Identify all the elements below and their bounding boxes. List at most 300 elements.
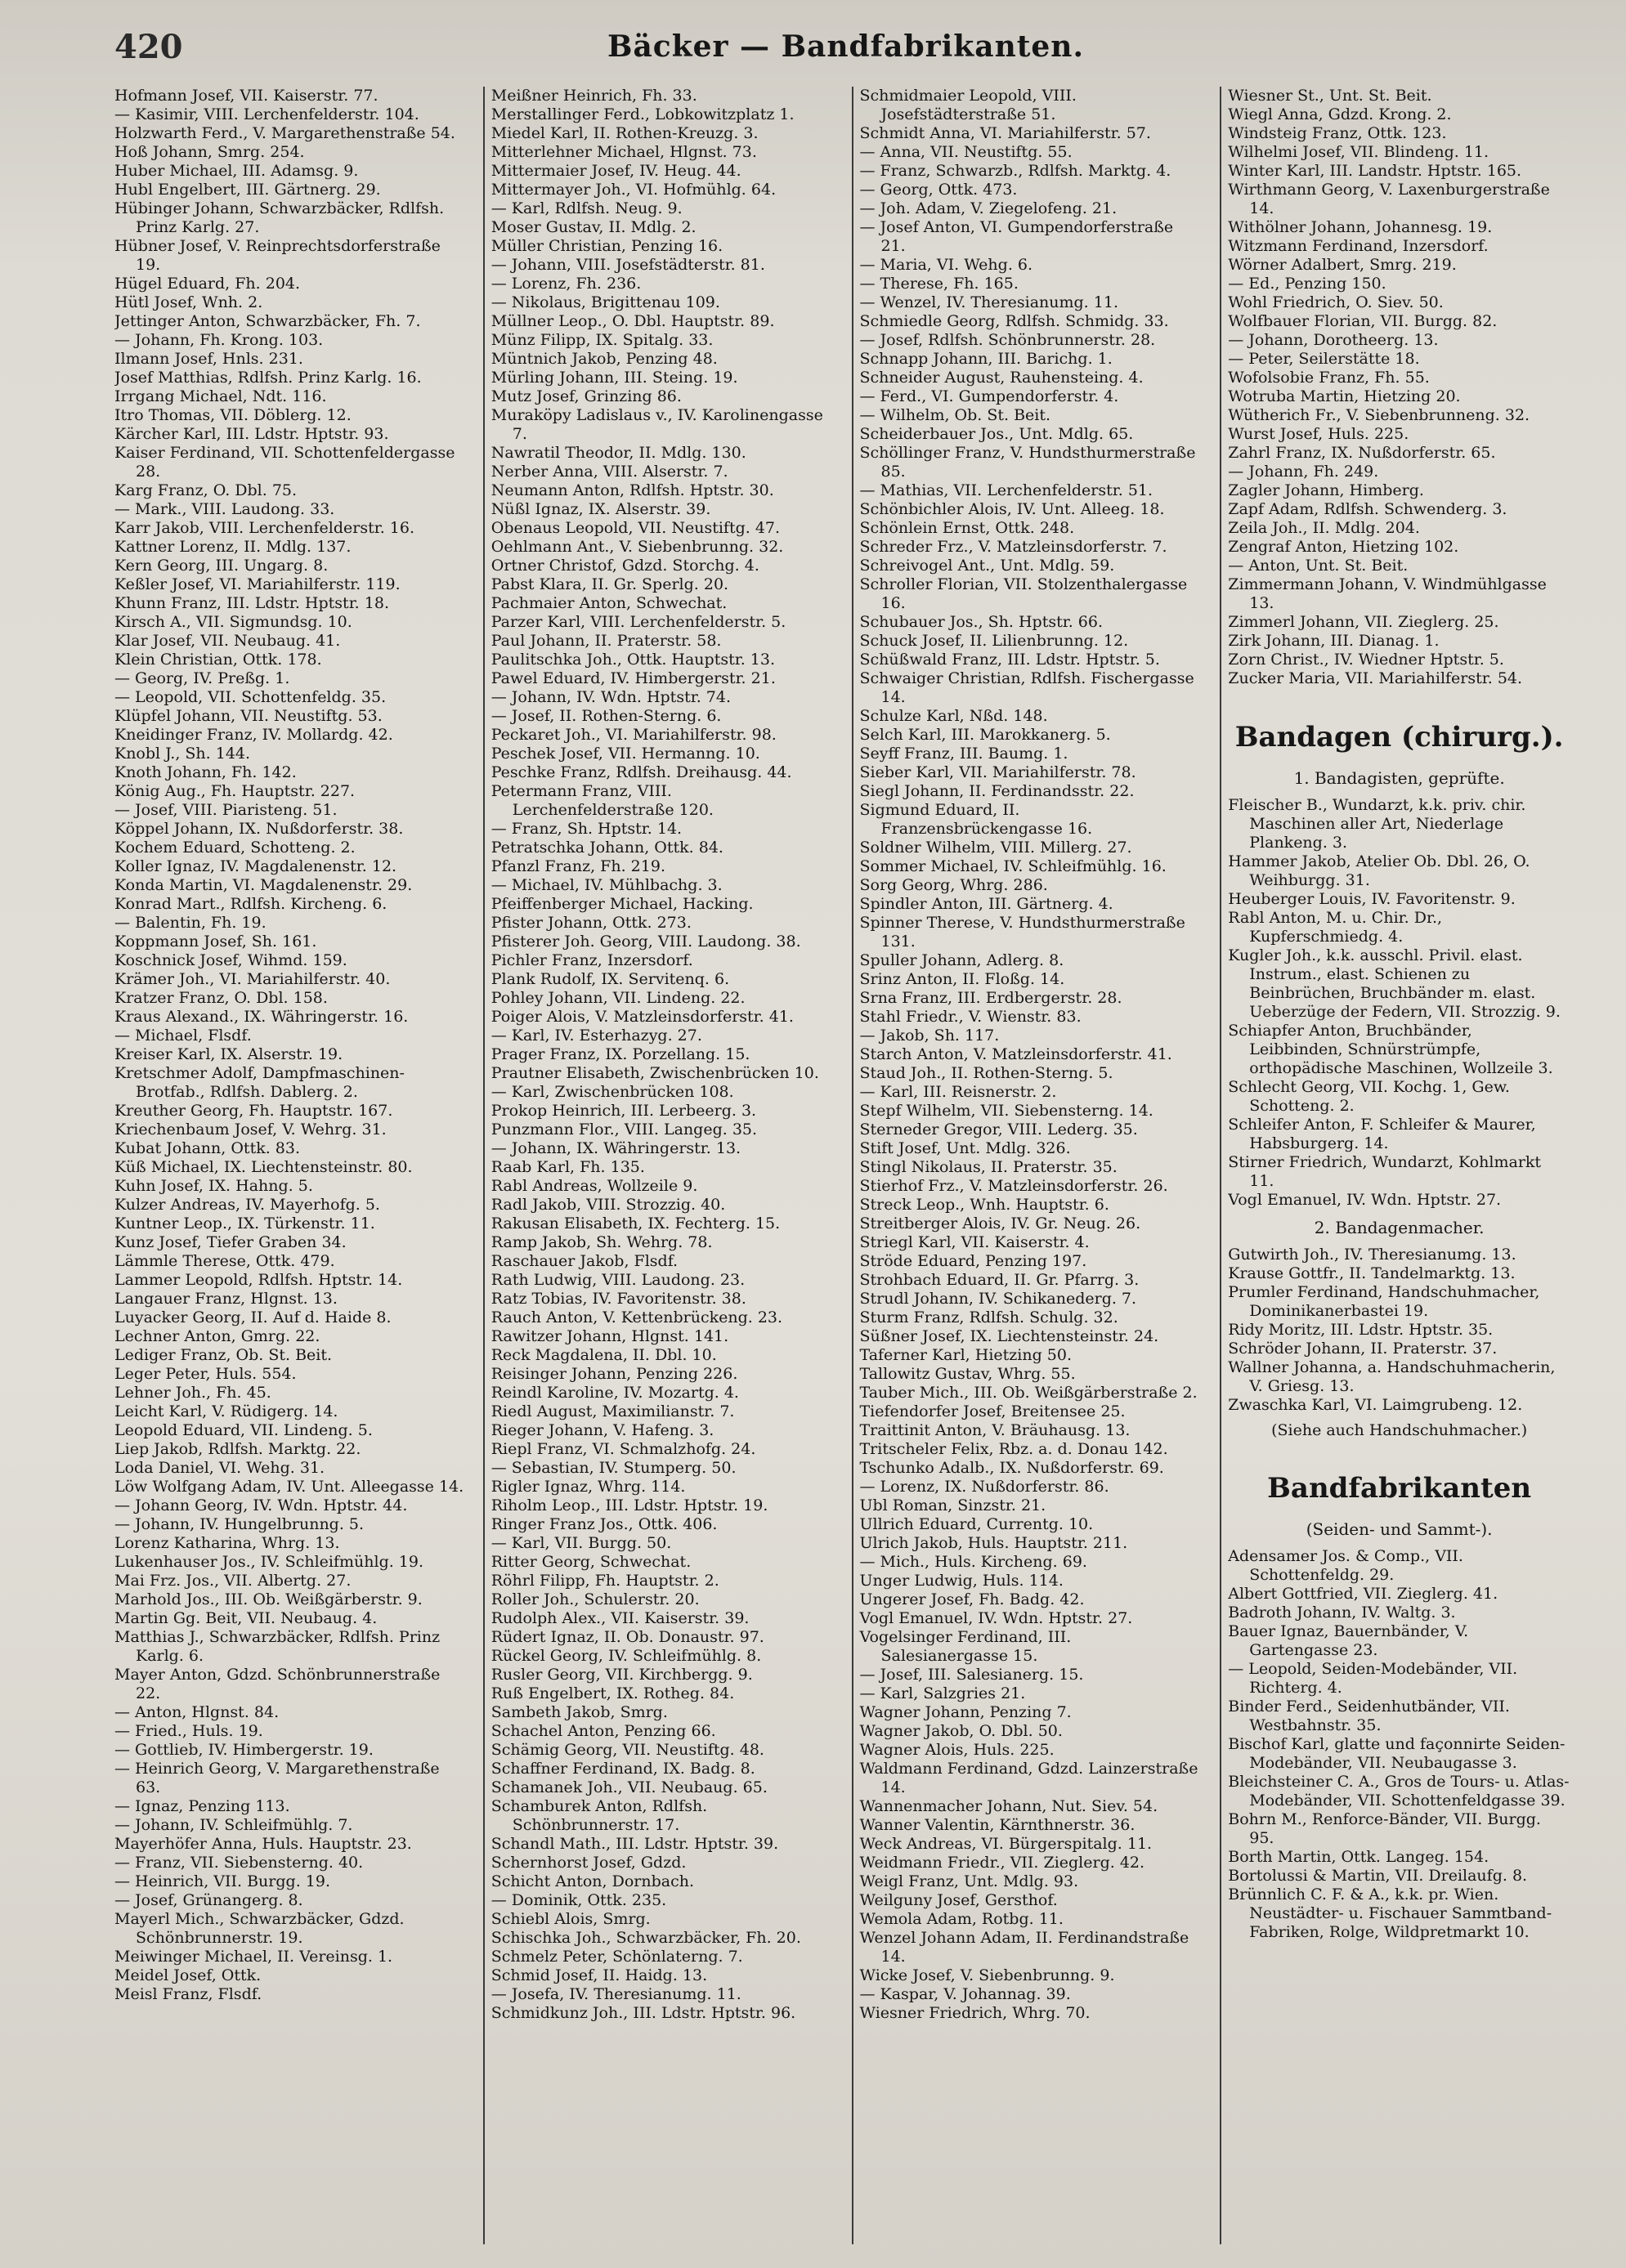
directory-entry: Vogl Emanuel, IV. Wdn. Hptstr. 27. <box>859 1609 1133 1627</box>
directory-entry: — Karl, VII. Burgg. 50. <box>490 1534 672 1552</box>
directory-entry: Pawel Eduard, IV. Himbergerstr. 21. <box>490 669 776 687</box>
directory-entry: Schnapp Johann, III. Barichg. 1. <box>859 350 1113 368</box>
entry-list <box>1228 1547 1570 1942</box>
directory-entry: Koschnick Josef, Wihmd. 159. <box>114 951 347 969</box>
directory-entry: Stahl Friedr., V. Wienstr. 83. <box>859 1008 1082 1026</box>
directory-entry: Schröder Johann, II. Praterstr. 37. <box>1228 1340 1498 1358</box>
directory-entry: — Nikolaus, Brigittenau 109. <box>490 293 720 311</box>
directory-entry: Ungerer Josef, Fh. Badg. 42. <box>859 1590 1085 1608</box>
directory-entry: Hübner Josef, V. Reinprechtsdorferstraße 19. <box>114 237 441 274</box>
directory-entry: Kern Georg, III. Ungarg. 8. <box>114 557 329 575</box>
directory-entry: Schmidkunz Joh., III. Ldstr. Hptstr. 96. <box>490 2004 796 2022</box>
directory-entry: Ullrich Eduard, Currentg. 10. <box>859 1515 1094 1533</box>
directory-entry: Muraköpy Ladislaus v., IV. Karolinengasse 7. <box>490 406 823 443</box>
directory-entry: Schulze Karl, Nßd. 148. <box>859 707 1048 725</box>
directory-entry: Withölner Johann, Johannesg. 19. <box>1228 218 1493 236</box>
directory-entry: — Sebastian, IV. Stumperg. 50. <box>490 1459 737 1477</box>
directory-entry: — Karl, III. Reisnerstr. 2. <box>859 1083 1057 1101</box>
directory-entry: — Johann, IV. Wdn. Hptstr. 74. <box>490 688 731 706</box>
directory-entry: Miedel Karl, II. Rothen-Kreuzg. 3. <box>490 124 759 142</box>
directory-entry: Rusler Georg, VII. Kirchbergg. 9. <box>490 1666 753 1684</box>
directory-entry: Wagner Jakob, O. Dbl. 50. <box>859 1722 1063 1740</box>
directory-entry: Schernhorst Josef, Gdzd. <box>490 1854 687 1872</box>
directory-entry: Unger Ludwig, Huls. 114. <box>859 1572 1064 1590</box>
directory-entry: Siegl Johann, II. Ferdinandsstr. 22. <box>859 782 1135 800</box>
directory-entry: Punzmann Flor., VIII. Langeg. 35. <box>490 1121 758 1138</box>
directory-entry: Vogelsinger Ferdinand, III. Salesianergasse 15. <box>859 1628 1072 1665</box>
directory-entry: Kulzer Andreas, IV. Mayerhofg. 5. <box>114 1196 380 1214</box>
directory-entry: — Josef, III. Salesianerg. 15. <box>859 1666 1084 1684</box>
directory-entry: Kaiser Ferdinand, VII. Schottenfeldergasse 28. <box>114 444 455 481</box>
directory-entry: Koller Ignaz, IV. Magdalenenstr. 12. <box>114 857 397 875</box>
directory-entry: Schuck Josef, II. Lilienbrunng. 12. <box>859 632 1129 650</box>
directory-entry: — Leopold, Seiden-Modebänder, VII. Richterg. 4. <box>1228 1660 1518 1697</box>
directory-entry: Witzmann Ferdinand, Inzersdorf. <box>1228 237 1489 255</box>
directory-entry: Gutwirth Joh., IV. Theresianumg. 13. <box>1228 1246 1516 1264</box>
directory-entry: Pfeiffenberger Michael, Hacking. <box>490 895 754 913</box>
directory-entry: Riholm Leop., III. Ldstr. Hptstr. 19. <box>490 1496 768 1514</box>
directory-entry: Schischka Joh., Schwarzbäcker, Fh. 20. <box>490 1929 801 1947</box>
directory-entry: Weck Andreas, VI. Bürgerspitalg. 11. <box>859 1835 1153 1853</box>
directory-entry: — Balentin, Fh. 19. <box>114 914 267 932</box>
directory-entry: Vogl Emanuel, IV. Wdn. Hptstr. 27. <box>1228 1191 1502 1209</box>
directory-entry: Lorenz Katharina, Whrg. 13. <box>114 1534 340 1552</box>
directory-entry: — Johann Georg, IV. Wdn. Hptstr. 44. <box>114 1496 408 1514</box>
directory-entry: Merstallinger Ferd., Lobkowitzplatz 1. <box>490 105 795 123</box>
directory-entry: Fleischer B., Wundarzt, k.k. priv. chir. Maschinen aller Art, Niederlage Plankeng. 3. <box>1228 796 1526 852</box>
directory-entry: — Johann, VIII. Josefstädterstr. 81. <box>490 256 765 274</box>
directory-entry: Wirthmann Georg, V. Laxenburgerstraße 14. <box>1228 181 1550 217</box>
directory-entry: — Michael, Flsdf. <box>114 1027 252 1045</box>
directory-entry: Poiger Alois, V. Matzleinsdorferstr. 41. <box>490 1008 794 1026</box>
directory-entry: Strudl Johann, IV. Schikanederg. 7. <box>859 1290 1137 1308</box>
directory-entry: Pachmaier Anton, Schwechat. <box>490 594 728 612</box>
column-3 <box>852 87 1209 2244</box>
directory-entry: Matthias J., Schwarzbäcker, Rdlfsh. Prinz Karlg. 6. <box>114 1628 441 1665</box>
directory-entry: Peschek Josef, VII. Hermanng. 10. <box>490 745 760 763</box>
directory-entry: Pichler Franz, Inzersdorf. <box>490 951 693 969</box>
directory-entry: Mayerhöfer Anna, Huls. Hauptstr. 23. <box>114 1835 412 1853</box>
directory-entry: Adensamer Jos. & Comp., VII. Schottenfeldg. 29. <box>1228 1547 1463 1584</box>
directory-entry: Stepf Wilhelm, VII. Siebensterng. 14. <box>859 1102 1153 1120</box>
directory-entry: Itro Thomas, VII. Döblerg. 12. <box>114 406 352 424</box>
directory-entry: Josef Matthias, Rdlfsh. Prinz Karlg. 16. <box>114 369 422 387</box>
directory-entry: Waldmann Ferdinand, Gdzd. Lainzerstraße 14. <box>859 1760 1198 1796</box>
directory-entry: Hofmann Josef, VII. Kaiserstr. 77. <box>114 87 379 105</box>
section-title-bandagen: Bandagen (chirurg.). <box>1234 721 1564 754</box>
directory-entry: — Johann, Fh. Krong. 103. <box>114 331 324 349</box>
directory-entry: Krämer Joh., VI. Mariahilferstr. 40. <box>114 970 391 988</box>
directory-entry: Ringer Franz Jos., Ottk. 406. <box>490 1515 718 1533</box>
directory-entry: Schmidt Anna, VI. Mariahilferstr. 57. <box>859 124 1151 142</box>
entry-list <box>860 87 1203 2023</box>
directory-entry: Schneider August, Rauhensteing. 4. <box>859 369 1144 387</box>
directory-entry: Küß Michael, IX. Liechtensteinstr. 80. <box>114 1158 413 1176</box>
directory-entry: Kreiser Karl, IX. Alserstr. 19. <box>114 1045 343 1063</box>
directory-entry: — Gottlieb, IV. Himbergerstr. 19. <box>114 1741 374 1759</box>
directory-entry: Rath Ludwig, VIII. Laudong. 23. <box>490 1271 746 1289</box>
directory-entry: Klüpfel Johann, VII. Neustiftg. 53. <box>114 707 383 725</box>
directory-entry: — Joh. Adam, V. Ziegelofeng. 21. <box>859 199 1118 217</box>
directory-entry: Keßler Josef, VI. Mariahilferstr. 119. <box>114 575 401 593</box>
directory-entry: Lukenhauser Jos., IV. Schleifmühlg. 19. <box>114 1553 424 1571</box>
directory-entry: — Jakob, Sh. 117. <box>859 1027 1000 1045</box>
directory-entry: Sigmund Eduard, II. Franzensbrückengasse 16. <box>859 801 1093 838</box>
directory-entry: — Therese, Fh. 165. <box>859 275 1019 293</box>
directory-entry: Wohl Friedrich, O. Siev. 50. <box>1228 293 1444 311</box>
directory-entry: Schmidmaier Leopold, VIII. Josefstädterstraße 51. <box>859 87 1077 123</box>
directory-entry: Hügel Eduard, Fh. 204. <box>114 275 301 293</box>
directory-entry: — Johann, IV. Schleifmühlg. 7. <box>114 1816 353 1834</box>
directory-entry: Sterneder Gregor, VIII. Lederg. 35. <box>859 1121 1138 1138</box>
directory-entry: Sorg Georg, Whrg. 286. <box>859 876 1048 894</box>
directory-entry: Rauch Anton, V. Kettenbrückeng. 23. <box>490 1308 783 1326</box>
directory-entry: Stingl Nikolaus, II. Praterstr. 35. <box>859 1158 1118 1176</box>
directory-entry: Moser Gustav, II. Mdlg. 2. <box>490 218 697 236</box>
directory-entry: Zeila Joh., II. Mdlg. 204. <box>1228 519 1420 537</box>
directory-entry: Mayerl Mich., Schwarzbäcker, Gdzd. Schönbrunnerstr. 19. <box>114 1910 405 1947</box>
directory-entry: Mürling Johann, III. Steing. 19. <box>490 369 738 387</box>
directory-entry: Neumann Anton, Rdlfsh. Hptstr. 30. <box>490 481 774 499</box>
directory-entry: Reck Magdalena, II. Dbl. 10. <box>490 1346 717 1364</box>
directory-entry: Paul Johann, II. Praterstr. 58. <box>490 632 722 650</box>
directory-entry: Riepl Franz, VI. Schmalzhofg. 24. <box>490 1440 756 1458</box>
directory-entry: Hütl Josef, Wnh. 2. <box>114 293 263 311</box>
directory-entry: Karg Franz, O. Dbl. 75. <box>114 481 298 499</box>
directory-entry: Schreder Frz., V. Matzleinsdorferstr. 7. <box>859 538 1167 556</box>
directory-entry: Prumler Ferdinand, Handschuhmacher, Dominikanerbastei 19. <box>1228 1283 1540 1320</box>
directory-entry: Ritter Georg, Schwechat. <box>490 1553 692 1571</box>
directory-entry: Leger Peter, Huls. 554. <box>114 1365 297 1383</box>
directory-entry: — Michael, IV. Mühlbachg. 3. <box>490 876 723 894</box>
directory-entry: Pabst Klara, II. Gr. Sperlg. 20. <box>490 575 729 593</box>
directory-entry: Wanner Valentin, Kärnthnerstr. 36. <box>859 1816 1136 1834</box>
directory-entry: — Anna, VII. Neustiftg. 55. <box>859 143 1073 161</box>
directory-entry: Luyacker Georg, II. Auf d. Haide 8. <box>114 1308 392 1326</box>
directory-entry: Ratz Tobias, IV. Favoritenstr. 38. <box>490 1290 746 1308</box>
directory-entry: Kochem Eduard, Schotteng. 2. <box>114 839 356 857</box>
directory-entry: Rakusan Elisabeth, IX. Fechterg. 15. <box>490 1215 781 1232</box>
directory-entry: Schachel Anton, Penzing 66. <box>490 1722 716 1740</box>
directory-entry: Süßner Josef, IX. Liechtensteinstr. 24. <box>859 1327 1159 1345</box>
directory-entry: Mittermayer Joh., VI. Hofmühlg. 64. <box>490 181 777 199</box>
directory-entry: Zimmerl Johann, VII. Zieglerg. 25. <box>1228 613 1499 631</box>
directory-entry: Tschunko Adalb., IX. Nußdorferstr. 69. <box>859 1459 1164 1477</box>
directory-entry: Wallner Johanna, a. Handschuhmacherin, V. Griesg. 13. <box>1228 1358 1556 1395</box>
directory-entry: Zorn Christ., IV. Wiedner Hptstr. 5. <box>1228 651 1504 669</box>
directory-entry: Pfanzl Franz, Fh. 219. <box>490 857 665 875</box>
directory-entry: Martin Gg. Beit, VII. Neubaug. 4. <box>114 1609 378 1627</box>
subsection-title-bandagenmacher: 2. Bandagenmacher. <box>1314 1218 1485 1237</box>
directory-entry: Zahrl Franz, IX. Nußdorferstr. 65. <box>1228 444 1496 462</box>
directory-entry: Löw Wolfgang Adam, IV. Unt. Alleegasse 14. <box>114 1478 464 1496</box>
directory-entry: Wiesner Friedrich, Whrg. 70. <box>859 2004 1091 2022</box>
directory-entry: — Franz, VII. Siebensterng. 40. <box>114 1854 364 1872</box>
directory-entry: — Johann, Dorotheerg. 13. <box>1228 331 1439 349</box>
directory-entry: — Leopold, VII. Schottenfeldg. 35. <box>114 688 387 706</box>
directory-entry: Klein Christian, Ottk. 178. <box>114 651 322 669</box>
directory-entry: Rigler Ignaz, Whrg. 114. <box>490 1478 686 1496</box>
directory-entry: Stift Josef, Unt. Mdlg. 326. <box>859 1139 1071 1157</box>
directory-entry: Obenaus Leopold, VII. Neustiftg. 47. <box>490 519 781 537</box>
directory-entry: Mutz Josef, Grinzing 86. <box>490 387 682 405</box>
directory-entry: Sturm Franz, Rdlfsh. Schulg. 32. <box>859 1308 1118 1326</box>
directory-entry: König Aug., Fh. Hauptstr. 227. <box>114 782 356 800</box>
directory-entry: Radl Jakob, VIII. Strozzig. 40. <box>490 1196 726 1214</box>
directory-entry: Zapf Adam, Rdlfsh. Schwenderg. 3. <box>1228 500 1507 518</box>
directory-entry: Srna Franz, III. Erdbergerstr. 28. <box>859 989 1122 1007</box>
column-4 <box>1220 87 1577 2244</box>
directory-entry: — Josef, II. Rothen-Sterng. 6. <box>490 707 722 725</box>
directory-entry: Kraus Alexand., IX. Währingerstr. 16. <box>114 1008 409 1026</box>
directory-entry: Plank Rudolf, IX. Servitenq. 6. <box>490 970 730 988</box>
directory-entry: Knobl J., Sh. 144. <box>114 745 251 763</box>
directory-entry: Sommer Michael, IV. Schleifmühlg. 16. <box>859 857 1167 875</box>
directory-entry: — Kaspar, V. Johannag. 39. <box>859 1985 1071 2003</box>
directory-entry: Hubl Engelbert, III. Gärtnerg. 29. <box>114 181 381 199</box>
directory-entry: Tallowitz Gustav, Whrg. 55. <box>859 1365 1076 1383</box>
directory-entry: Rabl Andreas, Wollzeile 9. <box>490 1177 698 1195</box>
directory-entry: Mittermaier Josef, IV. Heug. 44. <box>490 162 741 180</box>
directory-entry: — Johann, IX. Währingerstr. 13. <box>490 1139 741 1157</box>
directory-entry: — Karl, Zwischenbrücken 108. <box>490 1083 734 1101</box>
directory-entry: Meidel Josef, Ottk. <box>114 1966 262 1984</box>
directory-entry: Kattner Lorenz, II. Mdlg. 137. <box>114 538 352 556</box>
directory-entry: Kriechenbaum Josef, V. Wehrg. 31. <box>114 1121 387 1138</box>
directory-entry: Spindler Anton, III. Gärtnerg. 4. <box>859 895 1113 913</box>
directory-entry: Rieger Johann, V. Hafeng. 3. <box>490 1421 714 1439</box>
directory-entry: Köppel Johann, IX. Nußdorferstr. 38. <box>114 820 404 838</box>
directory-entry: Leicht Karl, V. Rüdigerg. 14. <box>114 1402 338 1420</box>
directory-entry: — Josef, Rdlfsh. Schönbrunnerstr. 28. <box>859 331 1156 349</box>
directory-entry: — Wilhelm, Ob. St. Beit. <box>859 406 1051 424</box>
directory-entry: Scheiderbauer Jos., Unt. Mdlg. 65. <box>859 425 1134 443</box>
directory-entry: — Karl, Rdlfsh. Neug. 9. <box>490 199 683 217</box>
directory-entry: Kuntner Leop., IX. Türkenstr. 11. <box>114 1215 375 1232</box>
directory-entry: Bauer Ignaz, Bauernbänder, V. Gartengasse 23. <box>1228 1622 1469 1659</box>
directory-entry: Peschke Franz, Rdlfsh. Dreihausg. 44. <box>490 763 792 781</box>
directory-entry: Lammer Leopold, Rdlfsh. Hptstr. 14. <box>114 1271 403 1289</box>
directory-entry: Schicht Anton, Dornbach. <box>490 1872 695 1890</box>
directory-entry: Wilhelmi Josef, VII. Blindeng. 11. <box>1228 143 1489 161</box>
directory-entry: Kubat Johann, Ottk. 83. <box>114 1139 301 1157</box>
directory-entry: Rüdert Ignaz, II. Ob. Donaustr. 97. <box>490 1628 764 1646</box>
directory-entry: — Ferd., VI. Gumpendorferstr. 4. <box>859 387 1119 405</box>
directory-entry: Schönlein Ernst, Ottk. 248. <box>859 519 1075 537</box>
directory-entry: Reisinger Johann, Penzing 226. <box>490 1365 738 1383</box>
directory-entry: Schiebl Alois, Smrg. <box>490 1910 651 1928</box>
directory-entry: Zirk Johann, III. Dianag. 1. <box>1228 632 1440 650</box>
directory-entry: Pfister Johann, Ottk. 273. <box>490 914 692 932</box>
section-title-bandfabrikanten: Bandfabrikanten <box>1267 1472 1532 1505</box>
directory-entry: — Peter, Seilerstätte 18. <box>1228 350 1420 368</box>
directory-entry: Reindl Karoline, IV. Mozartg. 4. <box>490 1384 739 1402</box>
directory-entry: Badroth Johann, IV. Waltg. 3. <box>1228 1604 1456 1622</box>
directory-entry: Taferner Karl, Hietzing 50. <box>859 1346 1073 1364</box>
directory-entry: Wicke Josef, V. Siebenbrunng. 9. <box>859 1966 1115 1984</box>
directory-entry: Ruß Engelbert, IX. Rotheg. 84. <box>490 1684 735 1702</box>
directory-entry: — Karl, IV. Esterhazyg. 27. <box>490 1027 702 1045</box>
directory-entry: Kuhn Josef, IX. Hahng. 5. <box>114 1177 313 1195</box>
directory-entry: — Franz, Sh. Hptstr. 14. <box>490 820 683 838</box>
directory-entry: Raschauer Jakob, Flsdf. <box>490 1252 679 1270</box>
directory-entry: Meißner Heinrich, Fh. 33. <box>490 87 697 105</box>
directory-entry: Striegl Karl, VII. Kaiserstr. 4. <box>859 1233 1090 1251</box>
directory-entry: Rückel Georg, IV. Schleifmühlg. 8. <box>490 1647 762 1665</box>
directory-entry: Pfisterer Joh. Georg, VIII. Laudong. 38. <box>490 933 801 951</box>
running-title: Bäcker — Bandfabrikanten. <box>607 29 1084 64</box>
directory-entry: Petermann Franz, VIII. Lerchenfelderstraße 120. <box>490 782 714 819</box>
directory-entry: Schönbichler Alois, IV. Unt. Alleeg. 18. <box>859 500 1165 518</box>
page-number: 420 <box>114 28 183 66</box>
directory-entry: — Georg, Ottk. 473. <box>859 181 1018 199</box>
directory-entry: Schreivogel Ant., Unt. Mdlg. 59. <box>859 557 1115 575</box>
directory-entry: Jettinger Anton, Schwarzbäcker, Fh. 7. <box>114 312 421 330</box>
directory-entry: Prokop Heinrich, III. Lerbeerg. 3. <box>490 1102 757 1120</box>
directory-entry: Lämmle Therese, Ottk. 479. <box>114 1252 335 1270</box>
directory-entry: — Georg, IV. Preßg. 1. <box>114 669 290 687</box>
column-1 <box>114 87 472 2244</box>
directory-entry: Kneidinger Franz, IV. Mollardg. 42. <box>114 726 393 744</box>
directory-entry: Bortolussi & Martin, VII. Dreilaufg. 8. <box>1228 1867 1528 1885</box>
directory-entry: Weidmann Friedr., VII. Zieglerg. 42. <box>859 1854 1145 1872</box>
directory-entry: Windsteig Franz, Ottk. 123. <box>1228 124 1447 142</box>
entry-list <box>1228 796 1570 1210</box>
directory-entry: — Maria, VI. Wehg. 6. <box>859 256 1033 274</box>
directory-entry: Müller Christian, Penzing 16. <box>490 237 723 255</box>
directory-entry: Kirsch A., VII. Sigmundsg. 10. <box>114 613 352 631</box>
directory-entry: Konda Martin, VI. Magdalenenstr. 29. <box>114 876 413 894</box>
directory-entry: Zengraf Anton, Hietzing 102. <box>1228 538 1459 556</box>
directory-entry: Koppmann Josef, Sh. 161. <box>114 933 317 951</box>
directory-entry: Khunn Franz, III. Ldstr. Hptstr. 18. <box>114 594 389 612</box>
directory-entry: Rawitzer Johann, Hlgnst. 141. <box>490 1327 729 1345</box>
directory-entry: — Heinrich Georg, V. Margarethenstraße 63. <box>114 1760 440 1796</box>
directory-entry: Irrgang Michael, Ndt. 116. <box>114 387 327 405</box>
directory-entry: Kugler Joh., k.k. ausschl. Privil. elast. Instrum., elast. Schienen zu Beinbrüchen, Bruchbänder m. elast. Ueberzüge der Federn, VII. Strozzig. 9. <box>1228 946 1561 1021</box>
directory-entry: Münz Filipp, IX. Spitalg. 33. <box>490 331 714 349</box>
directory-entry: — Lorenz, Fh. 236. <box>490 275 642 293</box>
directory-entry: Meisl Franz, Flsdf. <box>114 1985 262 2003</box>
directory-entry: Wannenmacher Johann, Nut. Siev. 54. <box>859 1797 1158 1815</box>
cross-reference-note: (Siehe auch Handschuhmacher.) <box>1271 1421 1528 1439</box>
directory-entry: Sieber Karl, VII. Mariahilferstr. 78. <box>859 763 1136 781</box>
directory-entry: Kratzer Franz, O. Dbl. 158. <box>114 989 328 1007</box>
directory-entry: Stirner Friedrich, Wundarzt, Kohlmarkt 11. <box>1228 1153 1542 1190</box>
directory-entry: Wenzel Johann Adam, II. Ferdinandstraße 14. <box>859 1929 1189 1966</box>
directory-entry: Schämig Georg, VII. Neustiftg. 48. <box>490 1741 764 1759</box>
directory-entry: Wofolsobie Franz, Fh. 55. <box>1228 369 1430 387</box>
directory-entry: Schüßwald Franz, III. Ldstr. Hptstr. 5. <box>859 651 1160 669</box>
directory-entry: Wörner Adalbert, Smrg. 219. <box>1228 256 1457 274</box>
directory-entry: Traittinit Anton, V. Bräuhausg. 13. <box>859 1421 1131 1439</box>
directory-entry: Weigl Franz, Unt. Mdlg. 93. <box>859 1872 1079 1890</box>
directory-entry: Schamanek Joh., VII. Neubaug. 65. <box>490 1778 768 1796</box>
directory-entry: — Franz, Schwarzb., Rdlfsh. Marktg. 4. <box>859 162 1171 180</box>
directory-entry: Tritscheler Felix, Rbz. a. d. Donau 142. <box>859 1440 1168 1458</box>
directory-entry: — Johann, IV. Hungelbrunng. 5. <box>114 1515 365 1533</box>
directory-entry: Schmelz Peter, Schönlaterng. 7. <box>490 1948 743 1966</box>
directory-entry: Kreuther Georg, Fh. Hauptstr. 167. <box>114 1102 393 1120</box>
directory-entry: Müntnich Jakob, Penzing 48. <box>490 350 718 368</box>
directory-entry: Wolfbauer Florian, VII. Burgg. 82. <box>1228 312 1498 330</box>
directory-entry: Schlecht Georg, VII. Kochg. 1, Gew. Schotteng. 2. <box>1228 1078 1510 1115</box>
page-header <box>114 21 1577 87</box>
directory-entry: Nawratil Theodor, II. Mdlg. 130. <box>490 444 746 462</box>
directory-entry: Prager Franz, IX. Porzellang. 15. <box>490 1045 750 1063</box>
directory-entry: Srinz Anton, II. Floßg. 14. <box>859 970 1065 988</box>
directory-entry: — Josef, VIII. Piaristeng. 51. <box>114 801 338 819</box>
directory-entry: Klar Josef, VII. Neubaug. 41. <box>114 632 341 650</box>
directory-entry: Schaffner Ferdinand, IX. Badg. 8. <box>490 1760 755 1778</box>
directory-entry: Soldner Wilhelm, VIII. Millerg. 27. <box>859 839 1132 857</box>
entry-list <box>1228 87 1570 688</box>
directory-entry: Schiapfer Anton, Bruchbänder, Leibbinden, Schnürstrümpfe, orthopädische Maschinen, Wollzeile 3. <box>1228 1022 1553 1077</box>
directory-entry: Pohley Johann, VII. Lindeng. 22. <box>490 989 746 1007</box>
directory-entry: Wagner Johann, Penzing 7. <box>859 1703 1072 1721</box>
directory-entry: Rudolph Alex., VII. Kaiserstr. 39. <box>490 1609 750 1627</box>
directory-entry: Parzer Karl, VIII. Lerchenfelderstr. 5. <box>490 613 786 631</box>
directory-entry: — Wenzel, IV. Theresianumg. 11. <box>859 293 1118 311</box>
directory-entry: — Josefa, IV. Theresianumg. 11. <box>490 1985 741 2003</box>
directory-entry: — Heinrich, VII. Burgg. 19. <box>114 1872 330 1890</box>
directory-entry: Heuberger Louis, IV. Favoritenstr. 9. <box>1228 890 1516 908</box>
directory-entry: Raab Karl, Fh. 135. <box>490 1158 645 1176</box>
directory-entry: Spinner Therese, V. Hundsthurmerstraße 131. <box>859 914 1185 951</box>
directory-entry: Mai Frz. Jos., VII. Albertg. 27. <box>114 1572 352 1590</box>
directory-entry: Hammer Jakob, Atelier Ob. Dbl. 26, O. Weihburgg. 31. <box>1228 852 1530 889</box>
directory-entry: Langauer Franz, Hlgnst. 13. <box>114 1290 338 1308</box>
directory-entry: Krause Gottfr., II. Tandelmarktg. 13. <box>1228 1264 1516 1282</box>
directory-entry: Weilguny Josef, Gersthof. <box>859 1891 1058 1909</box>
directory-entry: Wemola Adam, Rotbg. 11. <box>859 1910 1064 1928</box>
directory-entry: Kretschmer Adolf, Dampfmaschinen-Brotfab., Rdlfsh. Dablerg. 2. <box>114 1064 405 1101</box>
directory-entry: — Josef, Grünangerg. 8. <box>114 1891 303 1909</box>
directory-entry: Ströde Eduard, Penzing 197. <box>859 1252 1087 1270</box>
directory-entry: Sambeth Jakob, Smrg. <box>490 1703 668 1721</box>
directory-entry: Bischof Karl, glatte und façonnirte Seiden-Modebänder, VII. Neubaugasse 3. <box>1228 1735 1566 1772</box>
directory-entry: Tiefendorfer Josef, Breitensee 25. <box>859 1402 1126 1420</box>
directory-entry: Kunz Josef, Tiefer Graben 34. <box>114 1233 347 1251</box>
directory-entry: Schubauer Jos., Sh. Hptstr. 66. <box>859 613 1104 631</box>
directory-entry: Winter Karl, III. Landstr. Hptstr. 165. <box>1228 162 1522 180</box>
directory-entry: Karr Jakob, VIII. Lerchenfelderstr. 16. <box>114 519 415 537</box>
directory-entry: Tauber Mich., III. Ob. Weißgärberstraße 2. <box>859 1384 1198 1402</box>
entry-list <box>1228 1246 1570 1415</box>
directory-entry: Prautner Elisabeth, Zwischenbrücken 10. <box>490 1064 819 1082</box>
directory-entry: Konrad Mart., Rdlfsh. Kircheng. 6. <box>114 895 387 913</box>
directory-entry: Bohrn M., Renforce-Bänder, VII. Burgg. 95. <box>1228 1810 1541 1847</box>
directory-entry: Ulrich Jakob, Huls. Hauptstr. 211. <box>859 1534 1128 1552</box>
directory-entry: Nüßl Ignaz, IX. Alserstr. 39. <box>490 500 711 518</box>
directory-entry: Bleichsteiner C. A., Gros de Tours- u. Atlas-Modebänder, VII. Schottenfeldgasse 39. <box>1228 1773 1570 1809</box>
directory-entry: Paulitschka Joh., Ottk. Hauptstr. 13. <box>490 651 776 669</box>
directory-entry: — Mathias, VII. Lerchenfelderstr. 51. <box>859 481 1153 499</box>
directory-entry: Wiegl Anna, Gdzd. Krong. 2. <box>1228 105 1452 123</box>
directory-columns <box>114 87 1577 2244</box>
directory-entry: Kärcher Karl, III. Ldstr. Hptstr. 93. <box>114 425 389 443</box>
directory-entry: Liep Jakob, Rdlfsh. Marktg. 22. <box>114 1440 361 1458</box>
directory-entry: Schmid Josef, II. Haidg. 13. <box>490 1966 708 1984</box>
directory-entry: Leopold Eduard, VII. Lindeng. 5. <box>114 1421 373 1439</box>
directory-entry: — Anton, Unt. St. Beit. <box>1228 557 1409 575</box>
directory-entry: — Fried., Huls. 19. <box>114 1722 263 1740</box>
directory-entry: Zucker Maria, VII. Mariahilferstr. 54. <box>1228 669 1523 687</box>
directory-entry: Lediger Franz, Ob. St. Beit. <box>114 1346 333 1364</box>
directory-entry: Albert Gottfried, VII. Zieglerg. 41. <box>1228 1585 1498 1603</box>
directory-entry: Oehlmann Ant., V. Siebenbrunng. 32. <box>490 538 784 556</box>
directory-entry: — Ed., Penzing 150. <box>1228 275 1386 293</box>
